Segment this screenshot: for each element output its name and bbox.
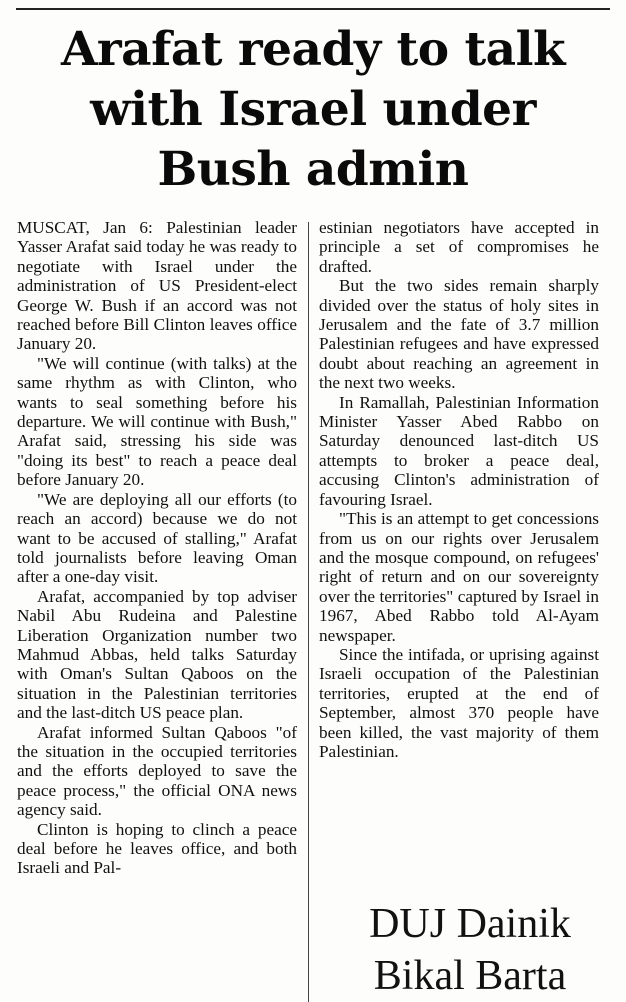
- right-paragraph-5: Since the intifada, or uprising against Israeli occupation of the Palestinian territories, erupted at the end of September, almost 370 people have been killed, the vast majority of them Palestinian.: [319, 644, 599, 761]
- right-paragraph-1: estinian negotiators have accepted in principle a set of compromises he drafted.: [319, 218, 599, 276]
- column-divider: [308, 222, 309, 1002]
- left-paragraph-6: Clinton is hoping to clinch a peace deal before he leaves office, and both Israeli and Pal-: [17, 819, 297, 878]
- signature-line-1: DUJ Dainik: [369, 901, 571, 947]
- right-column: [319, 218, 599, 761]
- left-paragraph-4: Arafat, accompanied by top adviser Nabil Abu Rudeina and Palestine Liberation Organization number two Mahmud Abbas, held talks Saturday with Oman's Sultan Qaboos on the situation in the Palestinian territories and the last-ditch US peace plan.: [17, 586, 297, 723]
- right-paragraph-3: In Ramallah, Palestinian Information Minister Yasser Abed Rabbo on Saturday denounced last-ditch US attempts to broker a peace deal, accusing Clinton's administration of favouring Israel.: [319, 392, 599, 509]
- left-paragraph-2: "We will continue (with talks) at the same rhythm as with Clinton, who wants to seal something before his departure. We will continue with Bush," Arafat said, stressing his side was "doing its best" to reach a peace deal before January 20.: [17, 353, 297, 490]
- source-signature: [330, 898, 610, 1002]
- right-paragraph-2: But the two sides remain sharply divided over the status of holy sites in Jerusalem and the fate of 3.7 million Palestinian refugees and have expressed doubt about reaching an agreement in the next two weeks.: [319, 276, 599, 393]
- headline-line-1: Arafat ready to talk: [60, 22, 566, 77]
- signature-line-2: Bikal Barta: [373, 953, 567, 999]
- left-paragraph-3: "We are deploying all our efforts (to reach an accord) because we do not want to be accused of stalling," Arafat told journalists before leaving Oman after a one-day visit.: [17, 489, 297, 587]
- left-column: [17, 218, 297, 878]
- headline-line-3: Bush admin: [157, 142, 469, 197]
- headline-line-2: with Israel under: [90, 82, 536, 137]
- headline: [0, 20, 626, 200]
- right-paragraph-4: "This is an attempt to get concessions from us on our rights over Jerusalem and the mosque compound, on refugees' right of return and on our sovereignty over the territories" captured by Israel in 1967, Abed Rabbo told Al-Ayam newspaper.: [319, 509, 599, 645]
- left-paragraph-5: Arafat informed Sultan Qaboos "of the situation in the occupied territories and the efforts deployed to save the peace process," the official ONA news agency said.: [17, 722, 297, 820]
- left-paragraph-1: MUSCAT, Jan 6: Palestinian leader Yasser Arafat said today he was ready to negotiate with Israel under the administration of US President-elect George W. Bush if an accord was not reached before Bill Clinton leaves office January 20.: [17, 218, 297, 354]
- top-rule: [16, 8, 610, 10]
